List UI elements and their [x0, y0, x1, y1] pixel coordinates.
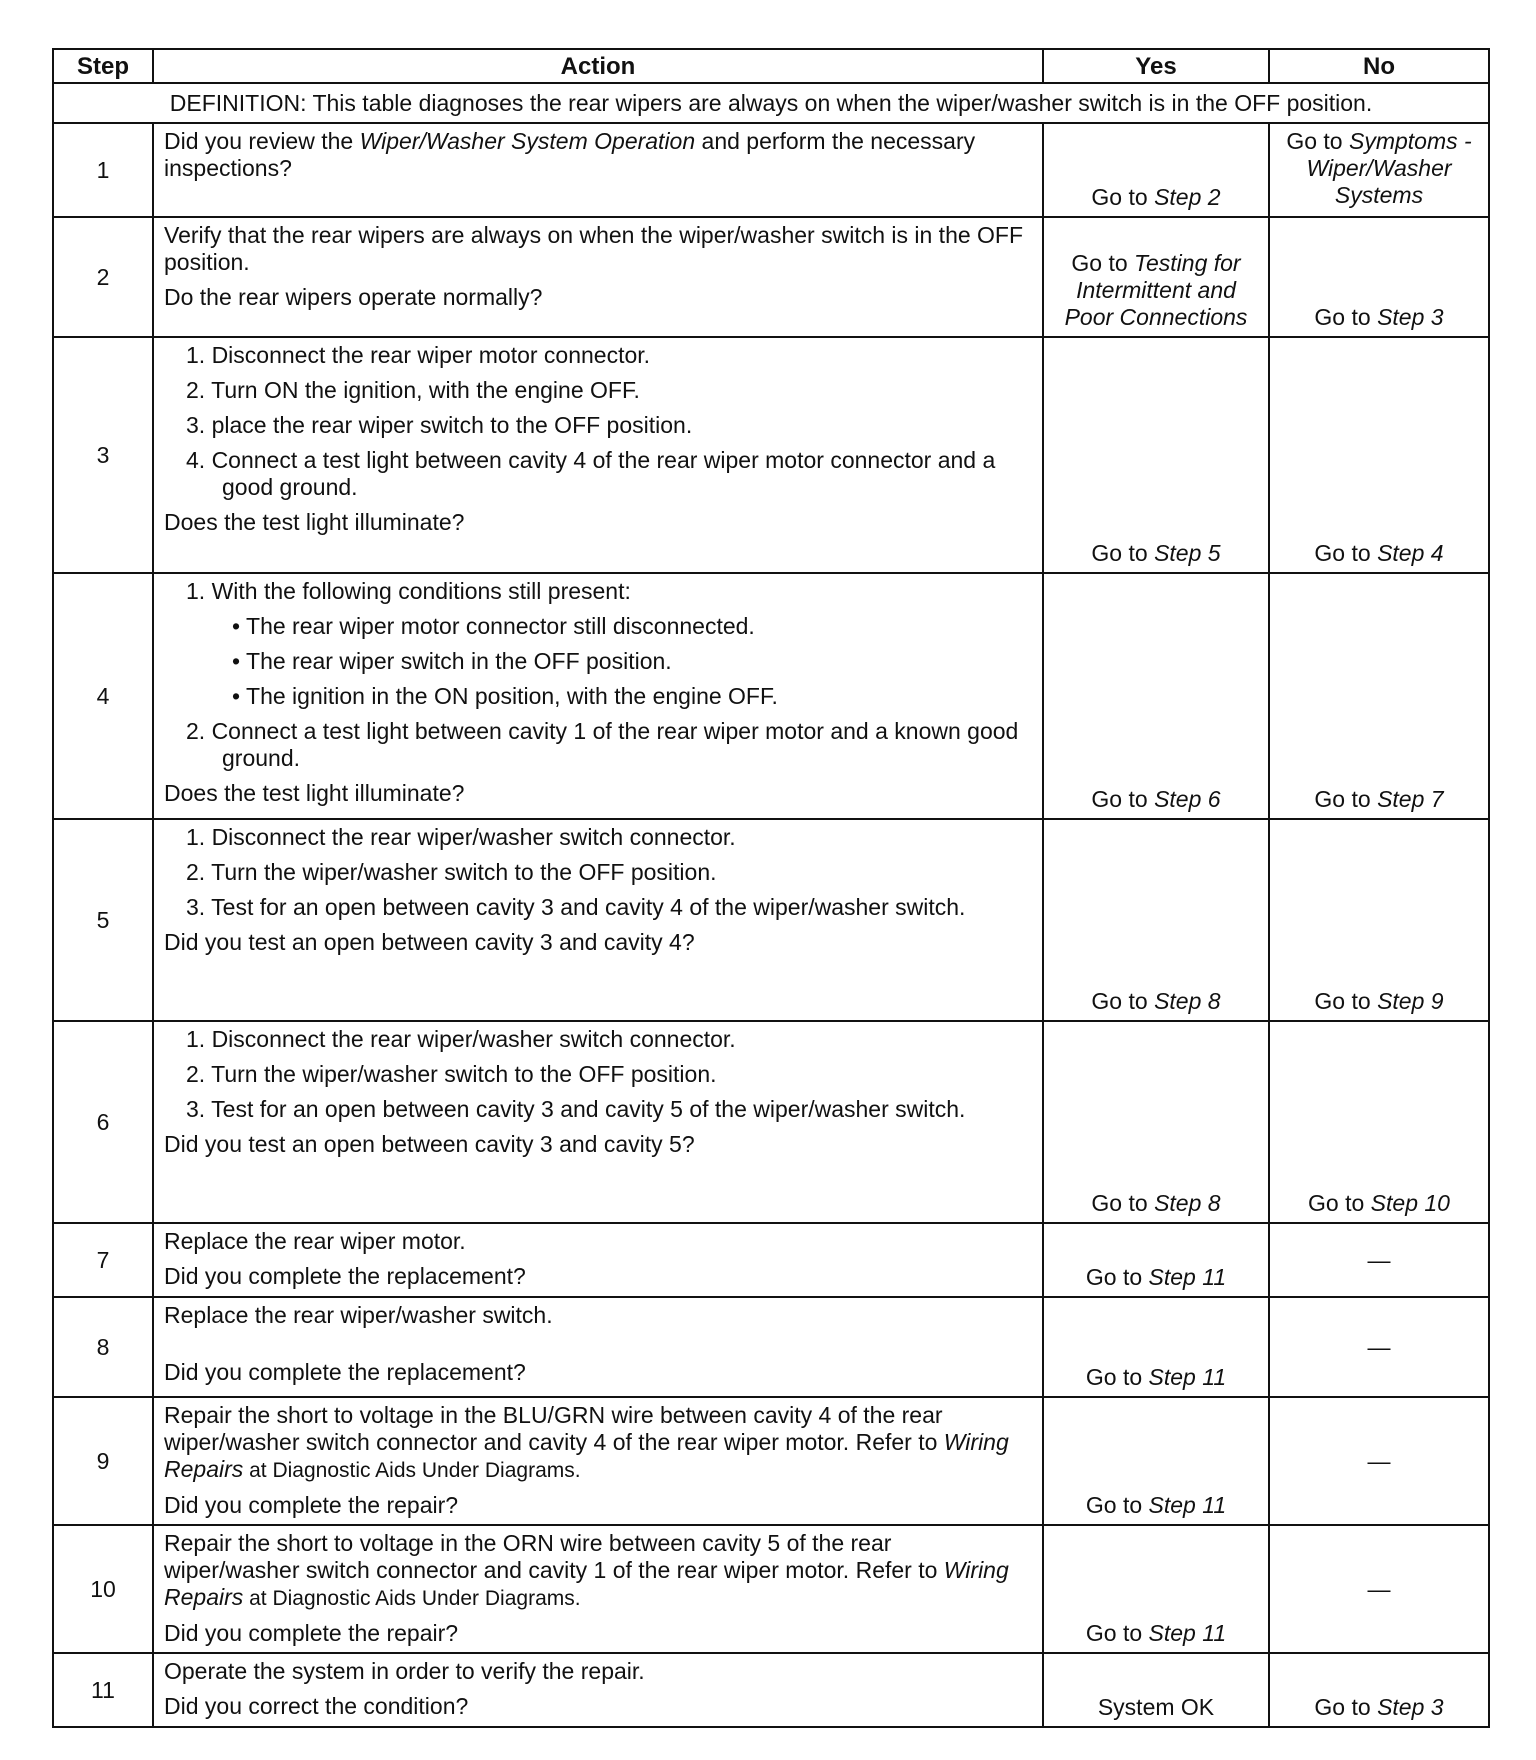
- action-cell: [153, 1223, 1043, 1297]
- yes-cell: [1043, 1021, 1269, 1223]
- action-question: Does the test light illuminate?: [164, 509, 465, 535]
- step-number: 6: [53, 1021, 153, 1223]
- go-to-text: Go to: [1091, 1190, 1148, 1216]
- step-number: 4: [53, 573, 153, 819]
- yes-cell: [1043, 1223, 1269, 1297]
- action-question: Do the rear wipers operate normally?: [164, 284, 543, 310]
- action-question: Did you test an open between cavity 3 and cavity 4?: [164, 929, 695, 955]
- step-link[interactable]: Step 10: [1370, 1190, 1450, 1216]
- go-to-text: Go to: [1314, 304, 1371, 330]
- action-text-block: [164, 1530, 1032, 1612]
- step-link[interactable]: Step 3: [1377, 1694, 1444, 1720]
- no-cell: [1269, 337, 1489, 573]
- table-row: [53, 573, 1489, 819]
- go-to-text: Go to: [1314, 786, 1371, 812]
- action-question: Did you complete the replacement?: [164, 1359, 526, 1385]
- action-cell: [153, 217, 1043, 337]
- yes-cell: [1043, 217, 1269, 337]
- reference-link[interactable]: Symptoms - Wiper/Washer Systems: [1306, 128, 1472, 208]
- action-text: Operate the system in order to verify the repair.: [164, 1658, 645, 1684]
- no-cell-empty: —: [1269, 1397, 1489, 1525]
- no-cell: [1269, 1021, 1489, 1223]
- diagnostic-table: [52, 48, 1490, 1728]
- action-step-item: 4. Connect a test light between cavity 4 of the rear wiper motor connector and a good ground.: [186, 447, 996, 500]
- go-to-text: Go to: [1085, 1364, 1143, 1390]
- go-to-text: Go to: [1071, 250, 1128, 276]
- reference-link[interactable]: Wiring Repairs: [164, 1557, 1009, 1610]
- step-number: 2: [53, 217, 153, 337]
- table-row: [53, 123, 1489, 217]
- go-to-text: Go to: [1085, 1264, 1143, 1290]
- action-text: and perform the necessary inspections?: [164, 128, 976, 181]
- table-row: [53, 1021, 1489, 1223]
- go-to-text: Go to: [1091, 540, 1148, 566]
- yes-cell: [1043, 819, 1269, 1021]
- action-text: Replace the rear wiper/washer switch.: [164, 1302, 553, 1328]
- action-cell: [153, 1525, 1043, 1653]
- action-question: Did you complete the repair?: [164, 1620, 459, 1646]
- action-step-item: 2. Turn ON the ignition, with the engine OFF.: [186, 377, 640, 403]
- step-link[interactable]: Step 3: [1377, 304, 1444, 330]
- action-cell: [153, 573, 1043, 819]
- yes-cell: [1043, 1525, 1269, 1653]
- step-number: 1: [53, 123, 153, 217]
- action-step-item: 3. place the rear wiper switch to the OFF position.: [186, 412, 693, 438]
- action-text: at Diagnostic Aids Under Diagrams.: [243, 1459, 581, 1482]
- go-to-text: Go to: [1085, 1620, 1143, 1646]
- go-to-text: Go to: [1091, 988, 1148, 1014]
- action-question: Did you correct the condition?: [164, 1693, 469, 1719]
- go-to-text: Go to: [1314, 540, 1371, 566]
- table-row: [53, 1525, 1489, 1653]
- action-cell: [153, 1021, 1043, 1223]
- action-step-item: 2. Turn the wiper/washer switch to the OFF position.: [186, 859, 717, 885]
- header-step: Step: [53, 49, 153, 83]
- definition-row: [53, 83, 1489, 123]
- action-question: Did you complete the replacement?: [164, 1263, 526, 1289]
- go-to-text: Go to: [1314, 1694, 1371, 1720]
- no-cell-empty: —: [1269, 1223, 1489, 1297]
- header-row: [53, 49, 1489, 83]
- no-cell-empty: —: [1269, 1297, 1489, 1397]
- no-cell-empty: —: [1269, 1525, 1489, 1653]
- condition-bullet: • The rear wiper motor connector still disconnected.: [232, 613, 755, 639]
- table-row: [53, 1397, 1489, 1525]
- go-to-text: Go to: [1308, 1190, 1365, 1216]
- table-row: [53, 1653, 1489, 1727]
- go-to-text: Go to: [1091, 786, 1148, 812]
- table-row: [53, 1297, 1489, 1397]
- header-action: Action: [153, 49, 1043, 83]
- header-yes: Yes: [1043, 49, 1269, 83]
- yes-cell: [1043, 1397, 1269, 1525]
- action-cell: [153, 337, 1043, 573]
- reference-link[interactable]: Testing for Intermittent and Poor Connections: [1064, 250, 1248, 330]
- condition-bullet: • The ignition in the ON position, with the engine OFF.: [232, 683, 778, 709]
- diagnostic-table-sheet: [52, 48, 1488, 1728]
- action-step-item: 3. Test for an open between cavity 3 and cavity 4 of the wiper/washer switch.: [186, 894, 966, 920]
- step-link[interactable]: Step 11: [1148, 1620, 1227, 1646]
- action-text: Replace the rear wiper motor.: [164, 1228, 466, 1254]
- action-question: Did you complete the repair?: [164, 1492, 459, 1518]
- go-to-text: Go to: [1085, 1492, 1143, 1518]
- action-cell: [153, 819, 1043, 1021]
- no-cell: [1269, 819, 1489, 1021]
- table-row: [53, 217, 1489, 337]
- no-cell: [1269, 573, 1489, 819]
- step-link[interactable]: Step 6: [1154, 786, 1221, 812]
- step-number: 5: [53, 819, 153, 1021]
- yes-cell: [1043, 573, 1269, 819]
- step-number: 3: [53, 337, 153, 573]
- step-number: 11: [53, 1653, 153, 1727]
- step-number: 10: [53, 1525, 153, 1653]
- action-text: Repair the short to voltage in the ORN wire between cavity 5 of the rear wiper/washer switch connector and cavity 1 of the rear wiper motor. Refer to: [164, 1530, 944, 1583]
- step-link[interactable]: Step 11: [1148, 1364, 1227, 1390]
- action-step-item: 2. Connect a test light between cavity 1 of the rear wiper motor and a known good ground.: [186, 718, 1019, 771]
- table-row: [53, 819, 1489, 1021]
- step-link[interactable]: Step 8: [1154, 1190, 1221, 1216]
- action-text: Did you review the: [164, 128, 360, 154]
- action-cell: [153, 1297, 1043, 1397]
- step-link[interactable]: Step 4: [1377, 540, 1444, 566]
- step-link[interactable]: Step 8: [1154, 988, 1221, 1014]
- step-number: 7: [53, 1223, 153, 1297]
- no-cell: [1269, 217, 1489, 337]
- reference-link[interactable]: Wiring Repairs: [164, 1429, 1009, 1482]
- action-step-item: 1. Disconnect the rear wiper/washer switch connector.: [186, 824, 736, 850]
- action-question: Did you test an open between cavity 3 and cavity 5?: [164, 1131, 695, 1157]
- action-cell: [153, 123, 1043, 217]
- action-text: Repair the short to voltage in the BLU/GRN wire between cavity 4 of the rear wiper/washer switch connector and cavity 4 of the rear wiper motor. Refer to: [164, 1402, 944, 1455]
- action-step-item: 1. Disconnect the rear wiper motor connector.: [186, 342, 651, 368]
- action-step-item: 1. Disconnect the rear wiper/washer switch connector.: [186, 1026, 736, 1052]
- action-question: Does the test light illuminate?: [164, 780, 465, 806]
- yes-cell: [1043, 1297, 1269, 1397]
- table-row: [53, 337, 1489, 573]
- action-step-item: 3. Test for an open between cavity 3 and cavity 5 of the wiper/washer switch.: [186, 1096, 966, 1122]
- step-link[interactable]: Step 5: [1154, 540, 1221, 566]
- step-link[interactable]: Step 11: [1148, 1264, 1227, 1290]
- go-to-text: Go to: [1286, 128, 1343, 154]
- definition-text: DEFINITION: This table diagnoses the rear wipers are always on when the wiper/washer switch is in the OFF position.: [53, 83, 1489, 123]
- action-step-item: 1. With the following conditions still present:: [186, 578, 631, 604]
- yes-cell: [1043, 123, 1269, 217]
- go-to-text: Go to: [1314, 988, 1371, 1014]
- action-text: at Diagnostic Aids Under Diagrams.: [243, 1587, 581, 1610]
- no-cell: [1269, 1653, 1489, 1727]
- action-text-block: [164, 1402, 1032, 1484]
- action-cell: [153, 1653, 1043, 1727]
- table-row: [53, 1223, 1489, 1297]
- action-step-item: 2. Turn the wiper/washer switch to the OFF position.: [186, 1061, 717, 1087]
- step-number: 8: [53, 1297, 153, 1397]
- yes-cell: [1043, 337, 1269, 573]
- reference-link[interactable]: Wiper/Washer System Operation: [359, 128, 696, 154]
- go-to-text: Go to: [1091, 184, 1148, 210]
- header-no: No: [1269, 49, 1489, 83]
- step-link[interactable]: Step 7: [1377, 786, 1444, 812]
- yes-cell: System OK: [1043, 1653, 1269, 1727]
- condition-bullet: • The rear wiper switch in the OFF position.: [232, 648, 672, 674]
- no-cell: [1269, 123, 1489, 217]
- action-cell: [153, 1397, 1043, 1525]
- action-text: Verify that the rear wipers are always on when the wiper/washer switch is in the OFF position.: [164, 222, 1024, 275]
- step-link[interactable]: Step 11: [1148, 1492, 1227, 1518]
- step-number: 9: [53, 1397, 153, 1525]
- step-link[interactable]: Step 9: [1377, 988, 1444, 1014]
- step-link[interactable]: Step 2: [1154, 184, 1221, 210]
